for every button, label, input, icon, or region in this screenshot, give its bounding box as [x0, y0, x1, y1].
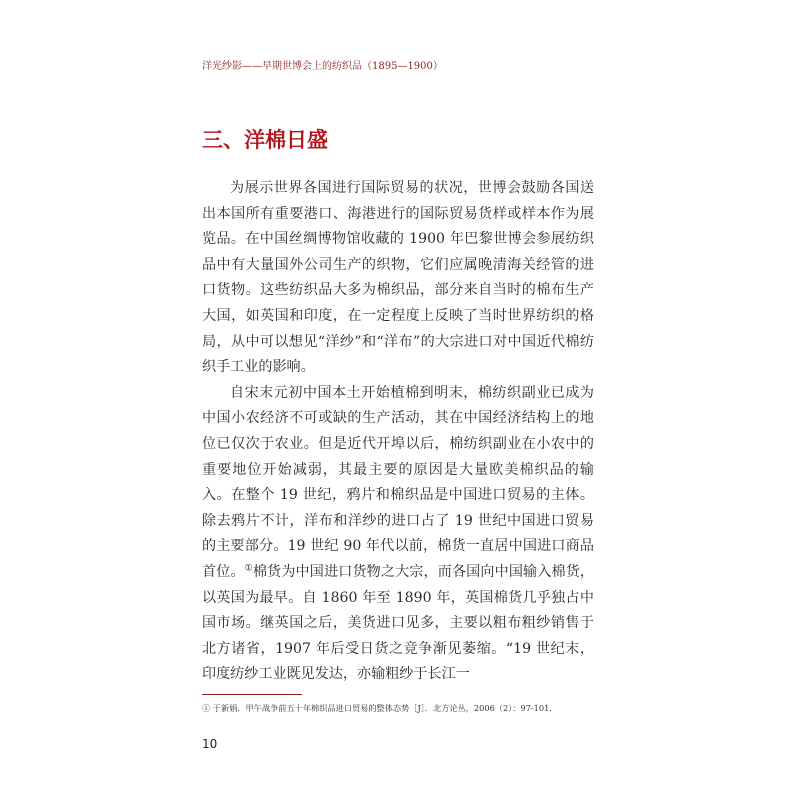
footnote-reference: ① — [244, 563, 253, 574]
paragraph: 为展示世界各国进行国际贸易的状况，世博会鼓励各国送出本国所有重要港口、海港进行的国际贸易货样或样本作为展览品。在中国丝绸博物馆收藏的 1900 年巴黎世博会参展纺织品中有大量国外公司生产的织物，它们应属晚清海关经管的进口货物。这些纺织品大多为棉织品，部分来自当时的棉布生产大国，如英国和印度，在一定程度上反映了当时世界纺织的格局，从中可以想见“洋纱”和“洋布”的大宗进口对中国近代棉纺织手工业的影响。 — [202, 180, 594, 376]
footnote: ① 于新娟．甲午战争前五十年棉织品进口贸易的整体态势［J］．北方论丛，2006（2）：97-101. — [202, 703, 552, 713]
paragraph — [202, 381, 594, 688]
paragraph-text: 自宋末元初中国本土开始植棉到明末，棉纺织副业已成为中国小农经济不可或缺的生产活动，其在中国经济结构上的地位已仅次于农业。但是近代开埠以后，棉纺织副业在小农中的重要地位开始减弱，其最主要的原因是大量欧美棉织品的输入。在整个 19 世纪，鸦片和棉织品是中国进口贸易的主体。除去鸦片不计，洋布和洋纱的进口占了 19 世纪中国进口贸易的主要部分。19 世纪 90 年代以前，棉货一直居中国进口商品首位。 — [202, 384, 594, 580]
running-header: 洋光纱影——早期世博会上的纺织品（1895—1900） — [202, 61, 443, 72]
body-text — [202, 176, 594, 688]
section-title: 三、洋棉日盛 — [202, 128, 328, 152]
page-number: 10 — [202, 737, 218, 751]
footnote-divider — [202, 694, 302, 695]
paragraph-text: 棉货为中国进口货物之大宗，而各国向中国输入棉货，以英国为最早。自 1860 年至 1890 年，英国棉货几乎独占中国市场。继英国之后，美货进口见多，主要以粗布粗纱销售于北方诸省，1907 年后受日货之竞争渐见萎缩。“19 世纪末，印度纺纱工业既见发达，亦输粗纱于长江一 — [202, 563, 595, 683]
